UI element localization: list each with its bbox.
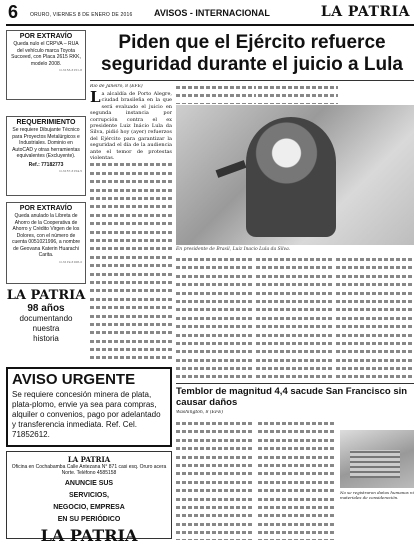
classified-title: POR EXTRAVÍO bbox=[19, 205, 73, 212]
classified-code: O-3119-3108-2 bbox=[59, 259, 82, 264]
slogan-line-1: documentando bbox=[19, 314, 73, 323]
newspaper-brand: LA PATRIA bbox=[320, 4, 410, 20]
article-column-2-top bbox=[176, 84, 256, 104]
ad-slogan-3: NEGOCIO, EMPRESA bbox=[53, 504, 125, 511]
issue-date: ORURO, VIERNES 8 DE ENERO DE 2016 bbox=[30, 12, 133, 18]
urgent-body: Se requiere concesión minera de plata, plata-plomo, envie ya sea para compras, alquiler o convenios, pago por adelantado y transferencia inmediata. Ref. Cel. 71852612. bbox=[12, 390, 161, 439]
photo-caption: En presidente de Brasil, Luiz Inacio Lula da Silva. bbox=[176, 247, 291, 252]
la-patria-anniversary-box bbox=[6, 288, 86, 358]
body-text-placeholder bbox=[90, 163, 172, 364]
earthquake-photo-caption: No se registraron daños humanos ni materiales de consideración. bbox=[340, 490, 414, 500]
article-lead: a alcaldía de Porto Alegre, ciudad brasileña en la que será evaluado el juicio en segunda instancia por corrupción contra el ex presidente Luiz Inácio Lula da Silva, pidió hoy (ayer) refuerzos del Ejército para garantizar la seguridad el día de la audiencia ante el temor de protestas violentas. bbox=[90, 91, 172, 162]
classified-ad bbox=[6, 30, 86, 100]
anniversary-years: 98 años bbox=[27, 303, 65, 314]
la-patria-ad bbox=[6, 451, 172, 545]
drop-cap: L bbox=[90, 88, 101, 106]
sub-article-byline-wrap bbox=[176, 410, 414, 418]
microphone-shape bbox=[216, 160, 247, 178]
classified-code: O-3157-3154-5 bbox=[59, 169, 82, 173]
slogan-line-3: historia bbox=[33, 334, 59, 343]
article-column-4 bbox=[336, 256, 414, 380]
classified-body: Queda anulado la Libreta de Ahorro de la Cooperativa de Ahorro y Crédito Virgen de los Dolores, con el número de cuenta 0051021996, a nombre de Geovana Katerin Huarachi Carita. bbox=[11, 213, 81, 258]
ad-office: Oficina en Cochabamba Calle Antezana N° 871 casi esq. Oruro acera Norte. Teléfono 4585158 bbox=[11, 464, 167, 476]
classified-body: Queda nulo el CRPVA – RUA del vehículo marca Toyota Succeed, con Placa 2615 RKK, modelo 2008. bbox=[11, 41, 81, 67]
divider bbox=[90, 80, 414, 81]
article-column-1 bbox=[90, 84, 172, 364]
classified-code: O-3153-3151-8 bbox=[59, 68, 82, 72]
sub-article-headline: Temblor de magnitud 4,4 sacude San Francisco sin causar daños bbox=[176, 386, 408, 408]
section-title: AVISOS - INTERNACIONAL bbox=[154, 8, 270, 18]
slogan-line-2: nuestra bbox=[32, 324, 60, 333]
urgent-title: AVISO URGENTE bbox=[12, 371, 136, 388]
classified-body: Se requiere Dibujante Técnico para Proyectos Metalúrgicos e Industriales. Dominio en AutoCAD y otras herramientas equivalentes (Excluyente). bbox=[12, 127, 80, 159]
article-headline: Piden que el Ejército refuerce seguridad durante el juicio a Lula bbox=[101, 32, 403, 75]
article-column-3-top bbox=[258, 84, 338, 104]
ad-slogan-2: SERVICIOS, bbox=[69, 492, 109, 499]
article-byline: Río de Janeiro, 8 (EFE) bbox=[90, 84, 143, 89]
classified-ad bbox=[6, 202, 86, 284]
brand-name: LA PATRIA bbox=[6, 288, 86, 303]
lula-photo bbox=[176, 105, 414, 245]
earthquake-photo bbox=[340, 430, 414, 488]
portrait-figure bbox=[246, 117, 336, 237]
masthead bbox=[6, 2, 414, 26]
classified-ad bbox=[6, 116, 86, 196]
page-number: 6 bbox=[8, 2, 19, 22]
ad-logo: LA PATRIA bbox=[40, 526, 138, 545]
sub-article-column-1 bbox=[176, 420, 254, 540]
sub-article-column-2 bbox=[258, 420, 336, 540]
article-column-3 bbox=[256, 256, 334, 380]
urgent-notice bbox=[6, 367, 172, 447]
ad-slogan-1: ANUNCIE SUS bbox=[64, 480, 114, 487]
sub-article-byline: Washington, 8 (EFE) bbox=[176, 410, 224, 415]
ad-slogan-4: EN SU PERIÓDICO bbox=[57, 516, 121, 523]
ad-brand: LA PATRIA bbox=[67, 455, 111, 464]
divider bbox=[176, 383, 414, 384]
classified-ref: Ref.: 77182773 bbox=[28, 161, 64, 168]
classified-title: REQUERIMIENTO bbox=[16, 119, 76, 126]
article-column-2 bbox=[176, 256, 254, 380]
classified-title: POR EXTRAVÍO bbox=[19, 33, 73, 40]
